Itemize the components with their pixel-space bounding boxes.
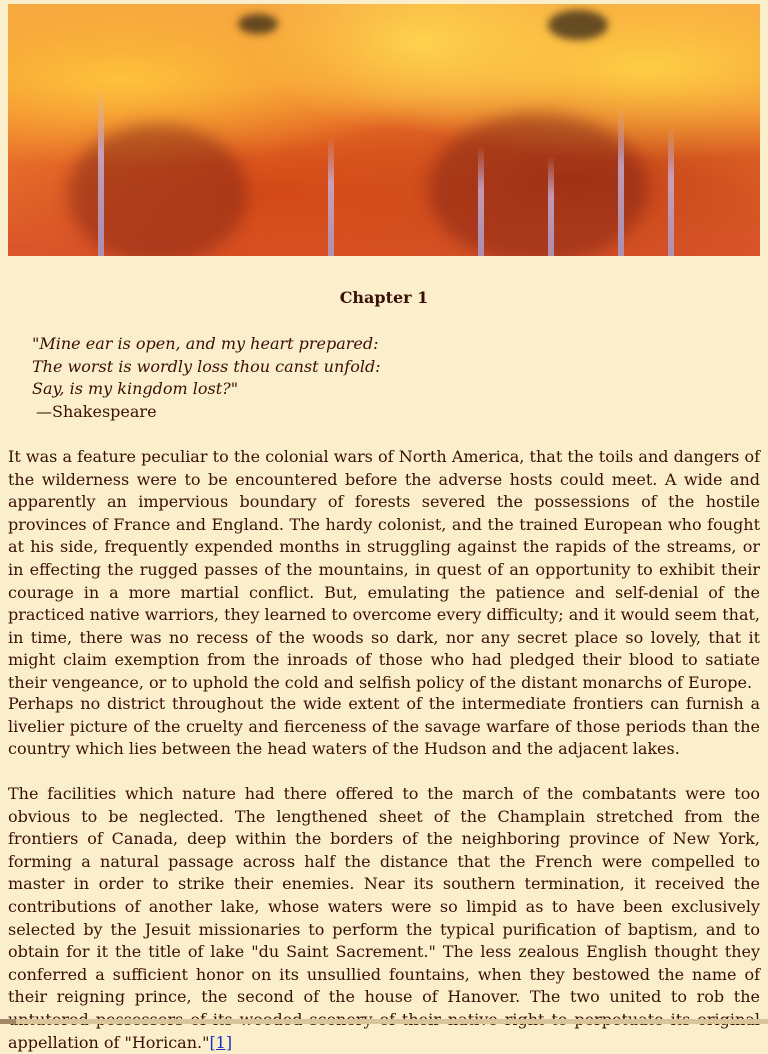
horizontal-scrollbar[interactable] (0, 1019, 768, 1024)
body-paragraph: It was a feature peculiar to the colonial wars of North America, that the toils and dangers of the wilderness were to be encountered before the adverse hosts could meet. A wide and apparently an impervious boundary of forests severed the possessions of the hostile provinces of France and England. The hardy colonist, and the trained European who fought at his side, frequently expended months in struggling against the rapids of the streams, or in effecting the rugged passes of the mountains, in quest of an opportunity to exhibit their courage in a more martial conflict. But, emulating the patience and self-denial of the practiced native warriors, they learned to overcome every difficulty; and it would seem that, in time, there was no recess of the woods so dark, nor any secret place so lovely, that it might claim exemption from the inroads of those who had pledged their blood to satiate their vengeance, or to uphold the cold and selfish policy of the distant monarchs of Europe. (8, 447, 760, 692)
banner-trunk (668, 126, 674, 256)
scrollbar-thumb[interactable] (0, 1019, 16, 1024)
epigraph-line: Say, is my kingdom lost?" (32, 379, 239, 399)
banner-trunk (478, 146, 484, 256)
banner-trunk (328, 136, 334, 256)
chapter-banner-image (8, 4, 760, 256)
banner-shade (428, 114, 648, 256)
epigraph-line: "Mine ear is open, and my heart prepared: (32, 334, 379, 353)
epigraph (32, 333, 381, 423)
chapter-title: Chapter 1 (339, 288, 429, 307)
banner-shade (548, 10, 608, 40)
banner-shade (238, 14, 278, 34)
body-paragraph: Perhaps no district throughout the wide extent of the intermediate frontiers can furnish a livelier picture of the cruelty and fierceness of the savage warfare of those periods than the country which lies between the head waters of the Hudson and the adjacent lakes. (8, 694, 760, 759)
epigraph-attribution: —Shakespeare (36, 401, 157, 421)
footnote-link[interactable]: [1] (209, 1032, 233, 1052)
paragraph-text: The facilities which nature had there offered to the march of the combatants were too obvious to be neglected. The lengthened sheet of the Champlain stretched from the frontiers of Canada, deep within the borders of the neighboring province of New York, forming a natural passage across half the distance that the French were compelled to master in order to strike their enemies. Near its southern termination, it received the contributions of another lake, whose waters were so limpid as to have been exclusively selected by the Jesuit missionaries to perform the typical purification of baptism, and to obtain for it the title of lake "du Saint Sacrement." The less zealous English thought they conferred a sufficient honor on its unsullied fountains, when they bestowed the name of their reigning prince, the second of the house of Hanover. The two united to rob the appellation of "Horican." (8, 784, 760, 1052)
banner-trunk (618, 106, 624, 256)
body-paragraph (8, 783, 760, 1054)
epigraph-line: The worst is wordly loss thou canst unfold: (32, 356, 381, 376)
banner-shade (68, 124, 248, 256)
banner-trunk (548, 156, 554, 256)
banner-trunk (98, 86, 104, 256)
